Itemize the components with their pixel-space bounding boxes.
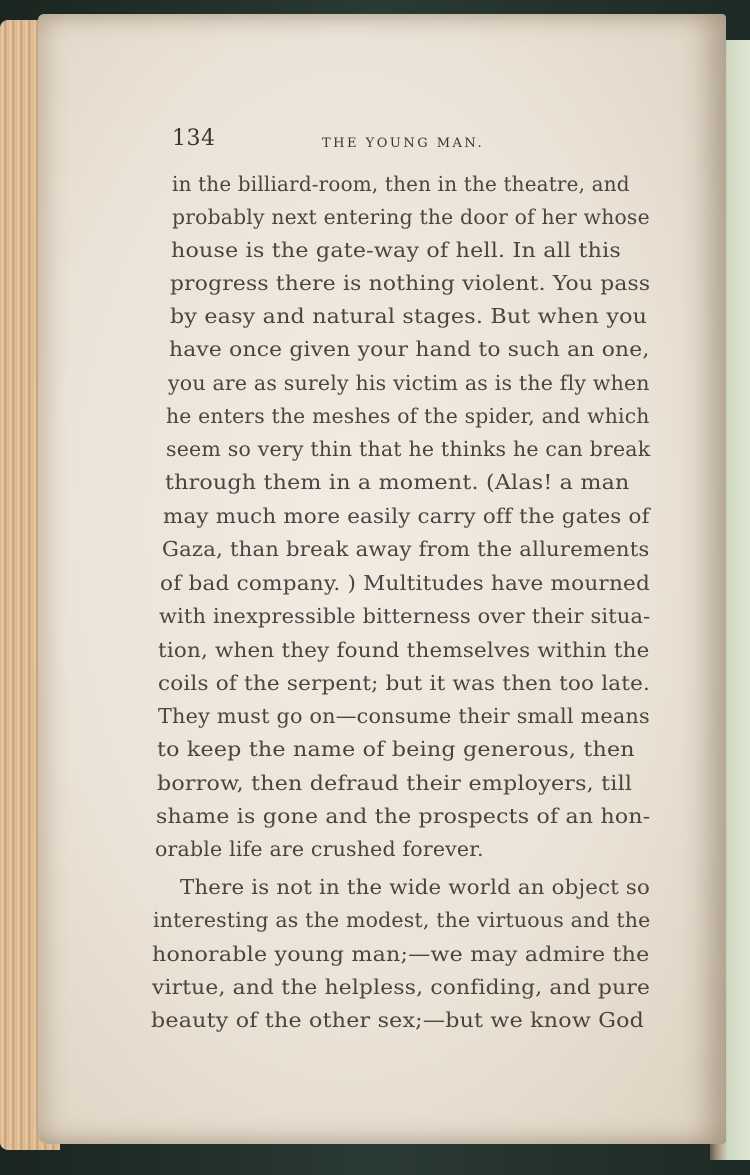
text-line: have once given your hand to such an one, xyxy=(169,337,650,361)
text-line: through them in a moment. (Alas! a man xyxy=(165,470,630,494)
text-line: orable life are crushed forever. xyxy=(155,837,484,861)
text-line: tion, when they found themselves within the xyxy=(158,638,650,662)
running-head: THE YOUNG MAN. xyxy=(322,136,485,151)
text-line: with inexpressible bitterness over their situa- xyxy=(159,604,651,628)
text-line: probably next entering the door of her whose xyxy=(172,205,650,229)
text-line: borrow, then defraud their employers, till xyxy=(157,771,633,795)
text-line: interesting as the modest, the virtuous and the xyxy=(153,908,651,932)
body-text xyxy=(38,14,726,1144)
text-line: beauty of the other sex;—but we know God xyxy=(151,1008,645,1032)
text-line: There is not in the wide world an object so xyxy=(180,875,651,899)
book-page xyxy=(38,14,726,1144)
text-line: shame is gone and the prospects of an hon- xyxy=(156,804,651,828)
text-line: to keep the name of being generous, then xyxy=(157,737,635,761)
text-line: by easy and natural stages. But when you xyxy=(170,304,648,328)
text-line: honorable young man;—we may admire the xyxy=(152,942,650,966)
text-line: Gaza, than break away from the allurements xyxy=(162,537,650,561)
text-line: virtue, and the helpless, confiding, and pure xyxy=(152,975,651,999)
text-line: you are as surely his victim as is the fly when xyxy=(168,371,650,395)
text-line: he enters the meshes of the spider, and which xyxy=(166,404,650,428)
text-line: may much more easily carry off the gates of xyxy=(163,504,650,528)
text-line: They must go on—consume their small means xyxy=(158,704,650,728)
text-line: coils of the serpent; but it was then too late. xyxy=(158,671,651,695)
text-line: in the billiard-room, then in the theatre, and xyxy=(172,172,630,196)
text-line: seem so very thin that he thinks he can break xyxy=(166,437,651,461)
text-line: of bad company. ) Multitudes have mourned xyxy=(160,571,651,595)
text-line: progress there is nothing violent. You pass xyxy=(170,271,651,295)
text-line: house is the gate-way of hell. In all this xyxy=(171,238,621,262)
page-number: 134 xyxy=(172,126,216,151)
